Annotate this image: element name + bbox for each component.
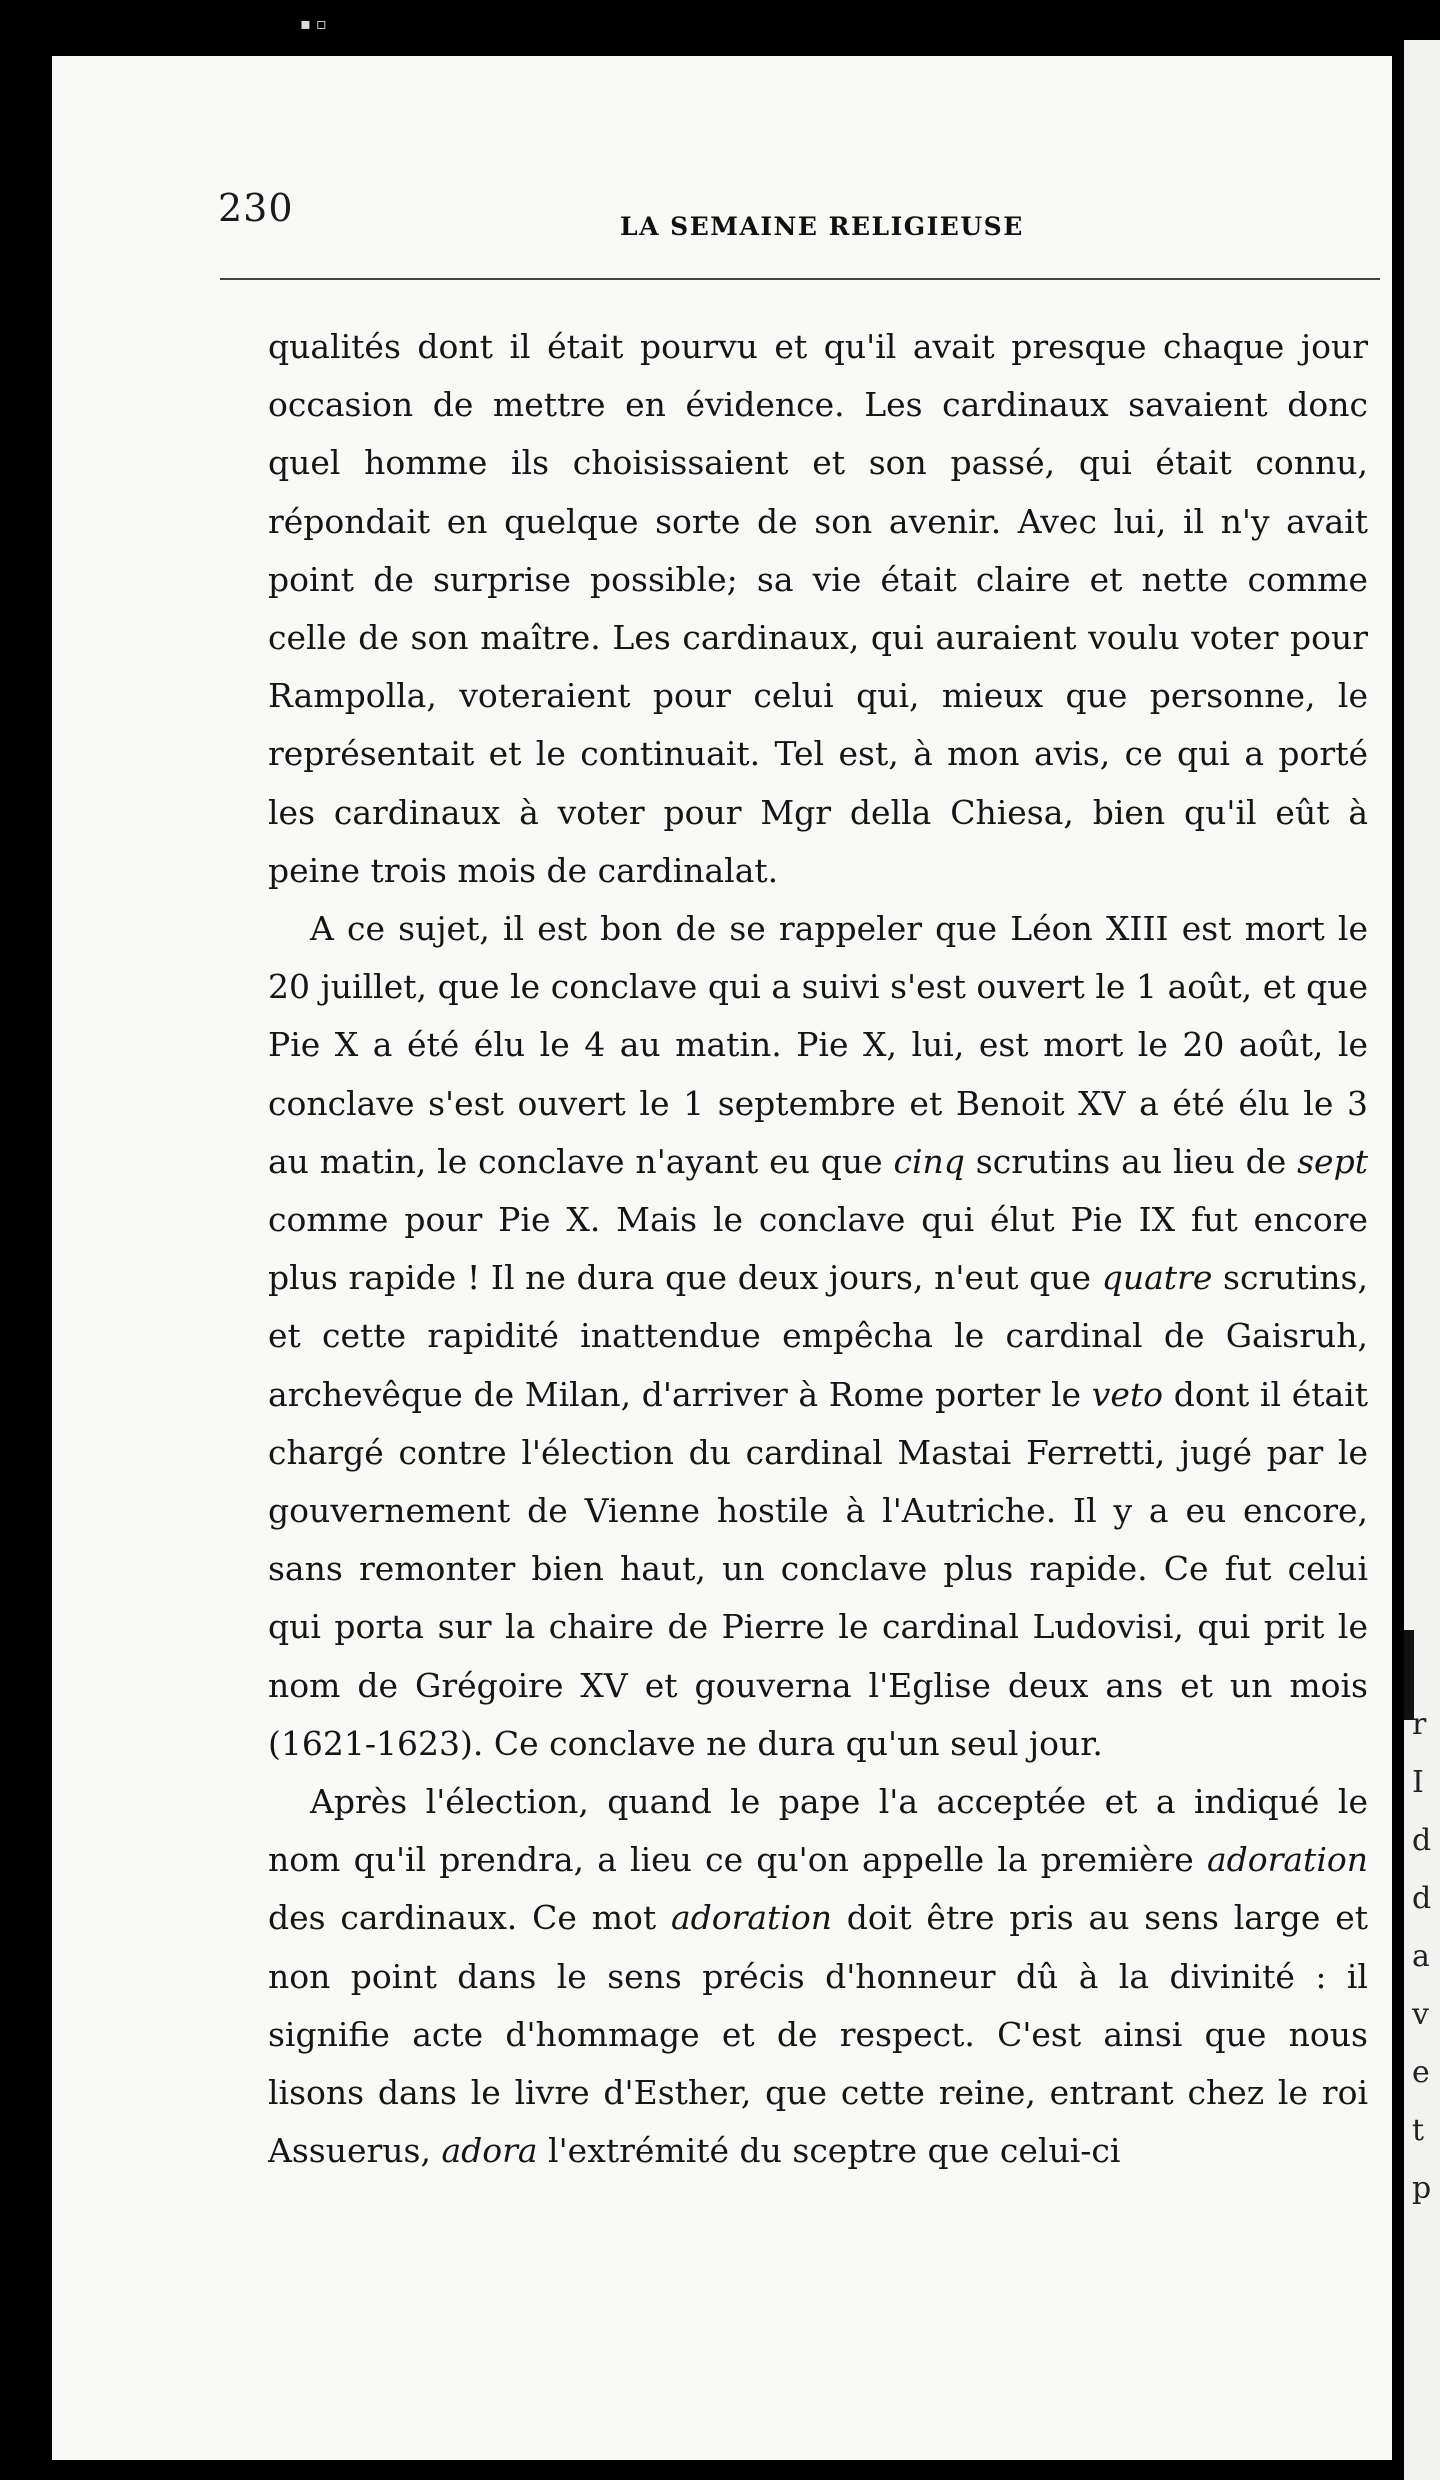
page-number: 230 — [218, 186, 294, 230]
adjacent-fragment: r — [1412, 1707, 1427, 1742]
adjacent-fragment: I — [1412, 1765, 1424, 1800]
text-segment: dont il était chargé contre l'élection du cardinal Mastai Ferretti, jugé par le gouvernement de Vienne hostile à l'Autriche. Il y a eu encore, sans remonter bien haut, un conclave plus rapide. Ce fut celui qui porta sur la chaire de Pierre le cardinal Ludovisi, qui prit le nom de Grégoire XV et gouverna l'Eglise deux ans et un mois (1621-1623). Ce conclave ne dura qu'un seul jour. — [268, 1374, 1368, 1763]
italic-text: sept — [1297, 1141, 1368, 1181]
text-segment: comme pour Pie X. Mais le conclave qui élut Pie IX fut encore plus rapide ! Il ne dura que deux jours, n'eut que — [268, 1200, 1368, 1298]
header-rule — [220, 278, 1380, 280]
italic-text: adoration — [1206, 1840, 1368, 1880]
body-text — [268, 318, 1368, 2181]
italic-text: adora — [441, 2131, 538, 2171]
running-title: LA SEMAINE RELIGIEUSE — [620, 212, 1024, 241]
text-segment: qualités dont il était pourvu et qu'il avait presque chaque jour occasion de mettre en évidence. Les cardinaux savaient donc quel homme ils choisissaient et son passé, qui était connu, répondait en quelque sorte de son avenir. Avec lui, il n'y avait point de surprise possible; sa vie était claire et nette comme celle de son maître. Les cardinaux, qui auraient voulu voter pour Rampolla, voteraient pour celui qui, mieux que personne, le représentait et le continuait. Tel est, à mon avis, ce qui a porté les cardinaux à voter pour Mgr della Chiesa, bien qu'il eût à peine trois mois de cardinalat. — [268, 327, 1368, 890]
adjacent-fragment: t — [1412, 2113, 1425, 2148]
text-segment: scrutins, et cette rapidité inattendue empêcha le cardinal de Gaisruh, archevêque de Milan, d'arriver à Rome porter le — [268, 1258, 1368, 1414]
text-segment: Après l'élection, quand le pape l'a acceptée et a indiqué le nom qu'il prendra, a lieu ce qu'on appelle la première — [268, 1782, 1368, 1880]
adjacent-fragment: p — [1412, 2171, 1432, 2206]
page-header — [218, 186, 1383, 266]
adjacent-fragment: a — [1412, 1939, 1430, 1974]
adjacent-page-edge — [1404, 40, 1440, 2480]
adjacent-fragment: e — [1412, 2055, 1430, 2090]
italic-text: adoration — [670, 1898, 832, 1938]
paragraph — [268, 318, 1368, 900]
italic-text: cinq — [893, 1141, 965, 1181]
text-segment: doit être pris au sens large et non point dans le sens précis d'honneur dû à la divinité : il signifie acte d'hommage et de respect. C'est ainsi que nous lisons dans le livre d'Esther, que cette reine, entrant chez le roi Assuerus, — [268, 1898, 1369, 2171]
italic-text: quatre — [1101, 1258, 1213, 1298]
adjacent-fragment: d — [1412, 1823, 1432, 1858]
paragraph — [268, 1773, 1368, 2180]
text-segment: des cardinaux. Ce mot — [268, 1898, 671, 1938]
paragraph — [268, 900, 1368, 1773]
adjacent-fragment: d — [1412, 1881, 1432, 1916]
italic-text: veto — [1091, 1374, 1164, 1414]
scan-corner-mark: ▪ ▫ — [300, 14, 327, 33]
text-segment: A ce sujet, il est bon de se rappeler que Léon XIII est mort le 20 juillet, que le conclave qui a suivi s'est ouvert le 1 août, et que Pie X a été élu le 4 au matin. Pie X, lui, est mort le 20 août, le conclave s'est ouvert le 1 septembre et Benoit XV a été élu le 3 au matin, le conclave n'ayant eu que — [268, 909, 1368, 1181]
text-segment: l'extrémité du sceptre que celui-ci — [537, 2131, 1121, 2171]
adjacent-fragment: v — [1412, 1997, 1429, 2032]
text-segment: scrutins au lieu de — [964, 1141, 1298, 1181]
